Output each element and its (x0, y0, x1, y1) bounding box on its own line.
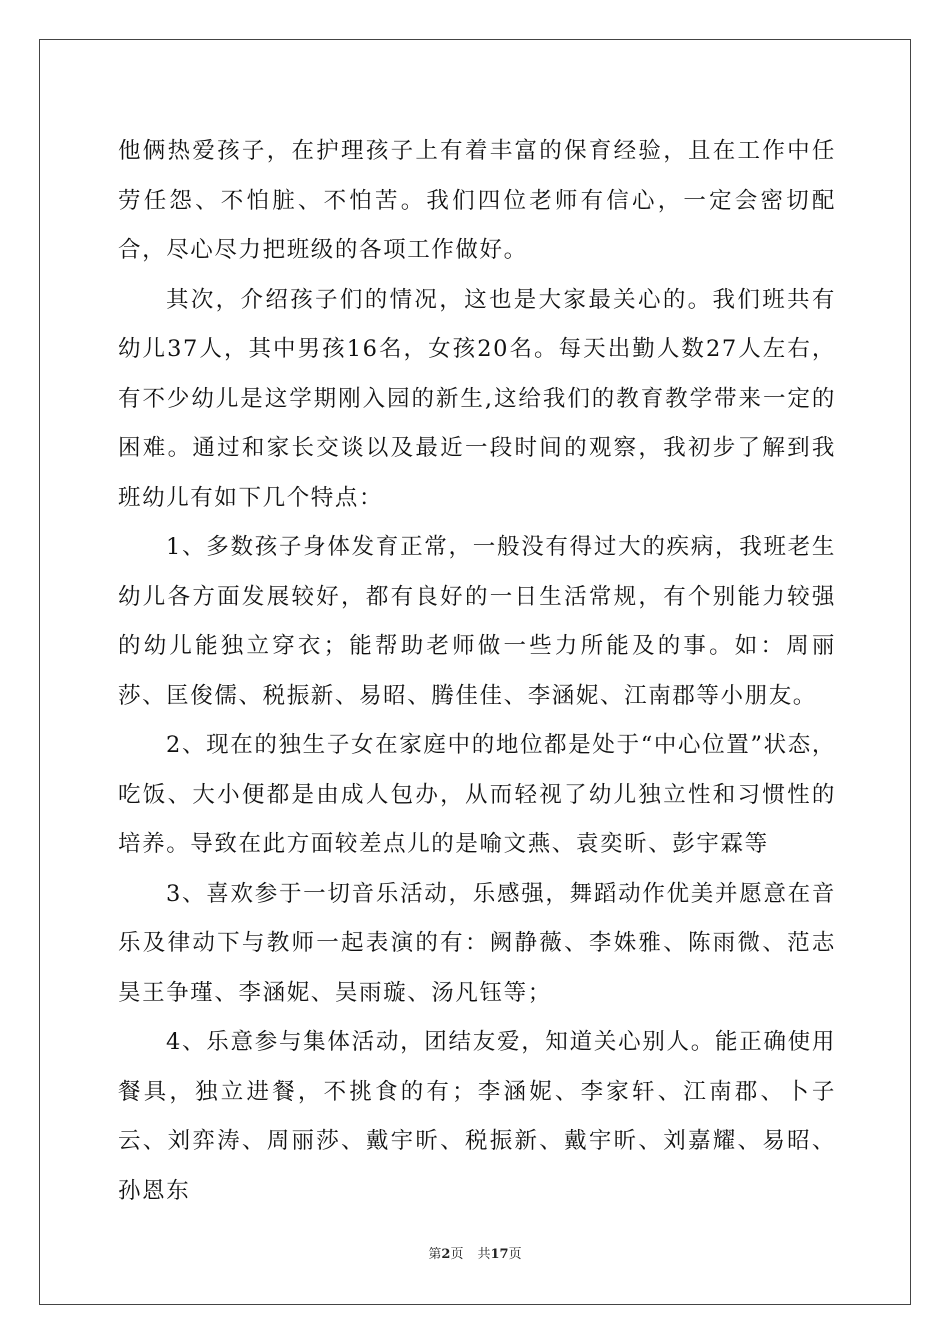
paragraph-4: 2、现在的独生子女在家庭中的地位都是处于“中心位置”状态，吃饭、大小便都是由成人包办，从而轻视了幼儿独立性和习惯性的培养。导致在此方面较差点儿的是喻文燕、袁奕昕、彭宇霖等 (118, 732, 836, 857)
page-current: 2 (441, 1247, 451, 1262)
page-footer (0, 1246, 950, 1264)
paragraph-6: 4、乐意参与集体活动，团结友爱，知道关心别人。能正确使用餐具，独立进餐，不挑食的有；李涵妮、李家轩、江南郡、卜子云、刘弈涛、周丽莎、戴宇昕、税振新、戴宇昕、刘嘉耀、易昭、孙恩东 (118, 1029, 836, 1204)
paragraph-1: 他俩热爱孩子，在护理孩子上有着丰富的保育经验，且在工作中任劳任怨、不怕脏、不怕苦。我们四位老师有信心，一定会密切配合，尽心尽力把班级的各项工作做好。 (118, 138, 836, 263)
total-suffix: 页 (508, 1247, 522, 1262)
document-body (118, 127, 836, 1216)
paragraph-3: 1、多数孩子身体发育正常，一般没有得过大的疾病，我班老生幼儿各方面发展较好，都有良好的一日生活常规，有个别能力较强的幼儿能独立穿衣；能帮助老师做一些力所能及的事。如：周丽莎、匡俊儒、税振新、易昭、腾佳佳、李涵妮、江南郡等小朋友。 (118, 534, 836, 709)
paragraph-2: 其次，介绍孩子们的情况，这也是大家最关心的。我们班共有幼儿37人，其中男孩16名，女孩20名。每天出勤人数27人左右，有不少幼儿是这学期刚入园的新生,这给我们的教育教学带来一定的困难。通过和家长交谈以及最近一段时间的观察，我初步了解到我班幼儿有如下几个特点： (118, 286, 836, 511)
page-suffix: 页 (450, 1247, 464, 1262)
total-prefix: 共 (477, 1247, 491, 1262)
page-total: 17 (490, 1247, 509, 1262)
paragraph-5: 3、喜欢参于一切音乐活动，乐感强，舞蹈动作优美并愿意在音乐及律动下与教师一起表演的有：阙静薇、李姝雅、陈雨微、范志昊王争瑾、李涵妮、吴雨璇、汤凡钰等； (118, 880, 836, 1006)
page-prefix: 第 (428, 1247, 442, 1262)
